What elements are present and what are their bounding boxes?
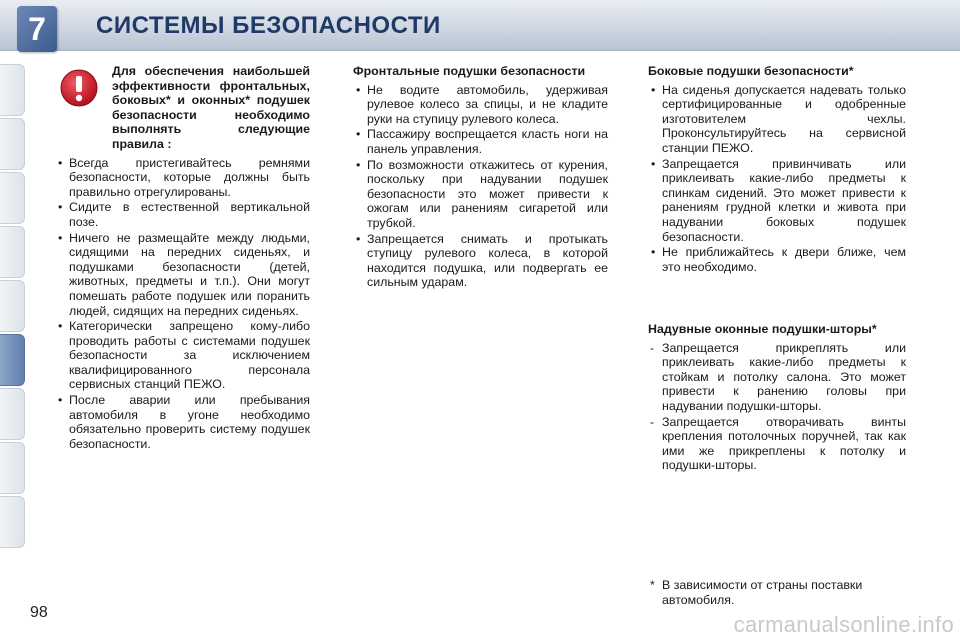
chapter-tab[interactable] — [0, 226, 25, 278]
column-front-airbags — [353, 64, 608, 291]
column-side-airbags — [648, 64, 906, 275]
footnote — [648, 578, 906, 607]
section-heading: Боковые подушки безопасности* — [648, 64, 854, 78]
chapter-tab[interactable] — [0, 64, 25, 116]
front-airbag-list — [353, 83, 608, 290]
list-item: • Категорически запрещено кому-либо проводить работы с системами подушек безопасности за исключением квалифицированного персонала сервисных станций ПЕЖО. — [55, 319, 310, 392]
warning-block — [55, 64, 310, 152]
list-item: - Запрещается отворачивать винты крепления потолочных поручней, так как ими же прикреплены к потолку и подушки-шторы. — [648, 415, 906, 473]
page-header — [0, 0, 960, 51]
page-number: 98 — [30, 604, 48, 621]
chapter-tab-rail — [0, 50, 26, 590]
chapter-tab[interactable] — [0, 496, 25, 548]
exclamation-icon — [59, 68, 99, 108]
list-item: • Ничего не размещайте между людьми, сидящими на передних сиденьях, и подушками безопасности (детей, животных, предметы и т.п.). Они могут помешать работе подушек или поранить людей, сидящих на передних сиденьях. — [55, 231, 310, 319]
curtain-airbag-list — [648, 341, 906, 473]
list-item: • Запрещается снимать и протыкать ступицу рулевого колеса, в которой находится подушка, или подвергать ее сильным ударам. — [353, 232, 608, 290]
list-item: • Не водите автомобиль, удерживая рулевое колесо за спицы, и не кладите руки на ступицу рулевого колеса. — [353, 83, 608, 127]
chapter-tab[interactable] — [0, 388, 25, 440]
chapter-tab[interactable] — [0, 280, 25, 332]
chapter-tab[interactable] — [0, 118, 25, 170]
list-item: • После аварии или пребывания автомобиля в угоне необходимо обязательно проверить систему подушек безопасности. — [55, 393, 310, 451]
curtain-airbags-section — [648, 322, 906, 474]
list-item: • По возможности откажитесь от курения, поскольку при надувании подушек безопасности это может привести к ожогам или ранениям сигаретой или трубкой. — [353, 158, 608, 231]
list-item: • Всегда пристегивайтесь ремнями безопасности, которые должны быть правильно отрегулированы. — [55, 156, 310, 200]
general-rules-list — [55, 156, 310, 452]
list-item: • Сидите в естественной вертикальной позе. — [55, 200, 310, 229]
list-item: • Не приближайтесь к двери ближе, чем это необходимо. — [648, 245, 906, 274]
column-general-rules — [55, 64, 310, 452]
chapter-tab-active[interactable] — [0, 334, 25, 386]
chapter-tab[interactable] — [0, 442, 25, 494]
page-title: СИСТЕМЫ БЕЗОПАСНОСТИ — [96, 12, 441, 39]
list-item: - Запрещается прикреплять или приклеивать какие-либо предметы к стойкам и потолку салона. Это может привести к ранению головы при надувании подушки-шторы. — [648, 341, 906, 414]
list-item: • Пассажиру воспрещается класть ноги на панель управления. — [353, 127, 608, 156]
footnote-mark: * — [650, 578, 655, 592]
list-item: • Запрещается привинчивать или приклеивать какие-либо предметы к спинкам сидений. Это может привести к ранениям грудной клетки и живота при надувании боковых подушек безопасности. — [648, 157, 906, 245]
watermark: carmanualsonline.info — [733, 612, 954, 637]
side-airbag-list — [648, 83, 906, 275]
chapter-tab[interactable] — [0, 172, 25, 224]
section-heading: Фронтальные подушки безопасности — [353, 64, 586, 78]
section-heading: Надувные оконные подушки-шторы* — [648, 322, 877, 336]
list-item: • На сиденья допускается надевать только сертифицированные и одобренные изготовителем чехлы. Проконсультируйтесь на сервисной станции ПЕЖО. — [648, 83, 906, 156]
warning-text: Для обеспечения наибольшей эффективности фронтальных, боковых* и оконных* подушек безопасности необходимо выполнять следующие правила : — [112, 64, 310, 151]
footnote-text: В зависимости от страны поставки автомобиля. — [662, 578, 863, 607]
chapter-badge: 7 — [17, 6, 57, 52]
